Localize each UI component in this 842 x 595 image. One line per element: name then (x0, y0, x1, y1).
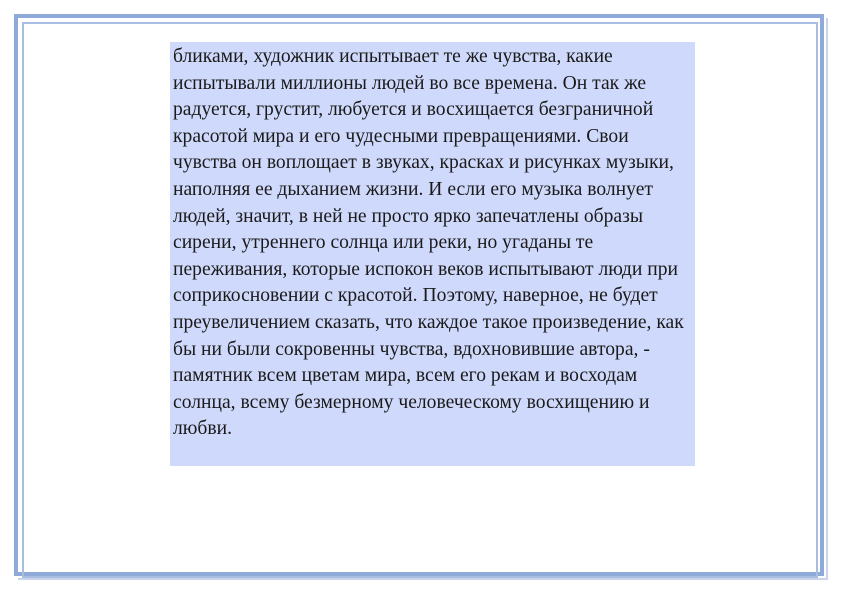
text-box (170, 42, 695, 466)
body-paragraph: бликами, художник испытывает те же чувства, какие испытывали миллионы людей во все времена. Он так же радуется, грустит, любуется и восхищается безграничной красотой мира и его чудесными превращениями. Свои чувства он воплощает в звуках, красках и рисунках музыки, наполняя ее дыханием жизни. И если его музыка волнует людей, значит, в ней не просто ярко запечатлены образы сирени, утреннего солнца или реки, но угаданы те переживания, которые испокон веков испытывают люди при соприкосновении с красотой. Поэтому, наверное, не будет преувеличением сказать, что каждое такое произведение, как бы ни были сокровенны чувства, вдохновившие автора, - памятник всем цветам мира, всем его рекам и восходам солнца, всему безмерному человеческому восхищению и любви. (173, 46, 684, 440)
